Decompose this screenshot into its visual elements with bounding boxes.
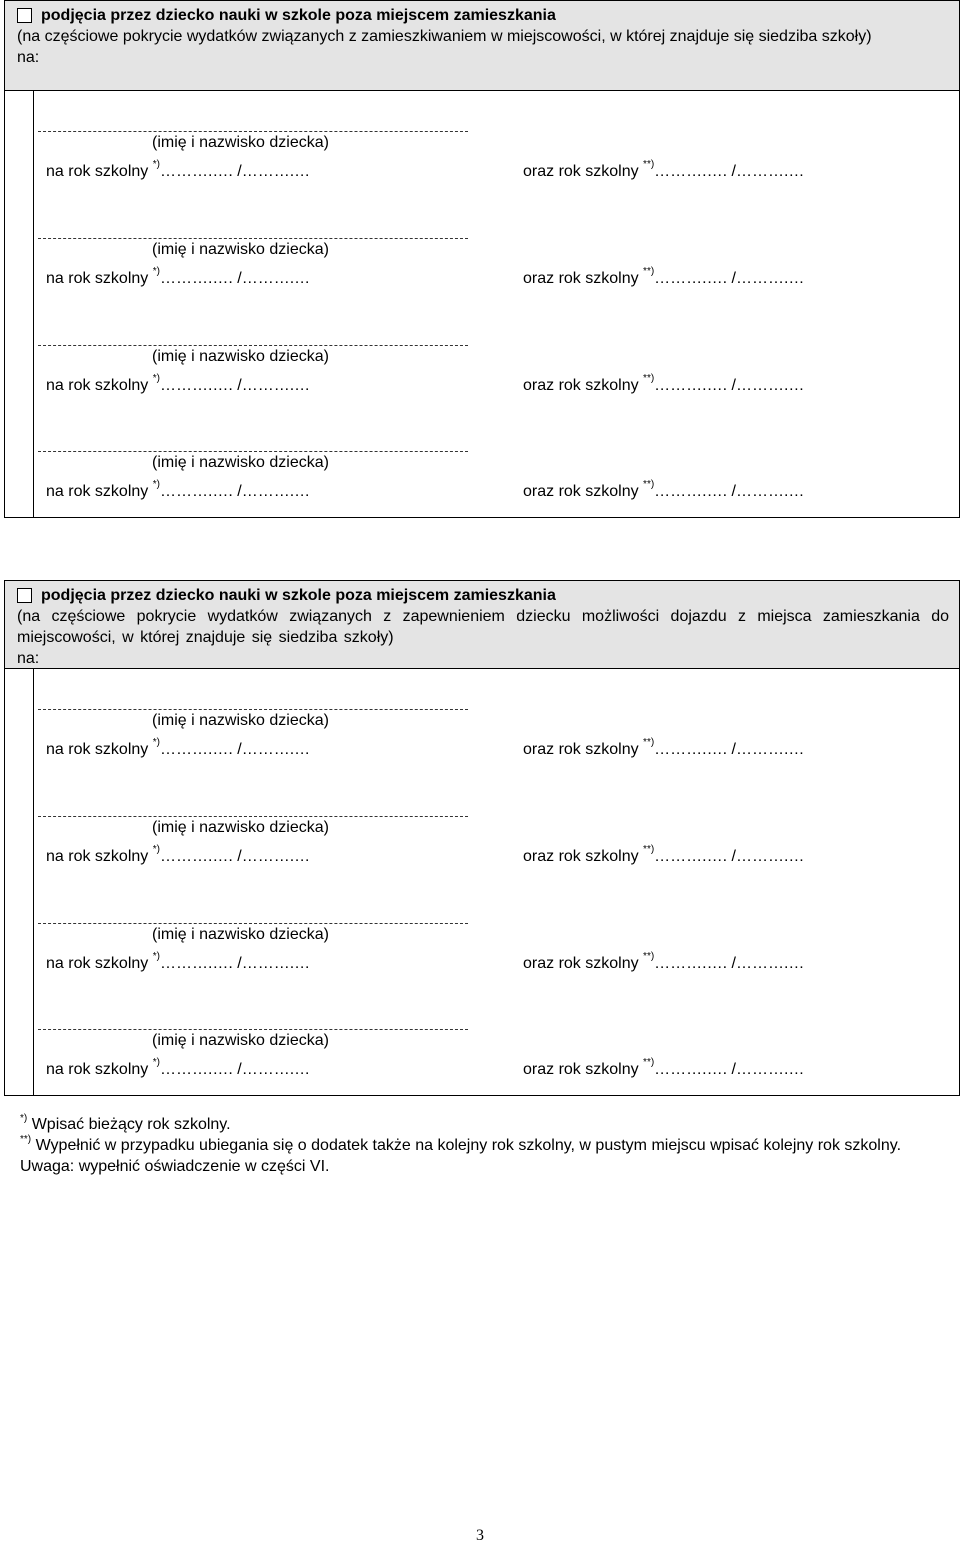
footnote-mark: **) <box>643 1057 655 1068</box>
section-title-row <box>17 5 949 26</box>
name-dashed-line <box>38 345 468 346</box>
name-dashed-line <box>38 923 468 924</box>
section-title: podjęcia przez dziecko nauki w szkole poza miejscem zamieszkania <box>41 587 556 604</box>
next-school-year-label: oraz rok szkolny <box>523 955 639 972</box>
children-entries <box>33 669 959 1095</box>
next-school-year-label: oraz rok szkolny <box>523 483 639 500</box>
school-year-label: na rok szkolny <box>46 1061 149 1078</box>
section-description: (na częściowe pokrycie wydatków związanych z zapewnieniem dziecku możliwości dojazdu z miejsca zamieszkania do miejscowości, w której znajduje się siedziba szkoły) <box>17 608 949 646</box>
child-name-field[interactable] <box>38 899 472 925</box>
school-year-group <box>46 479 311 501</box>
school-year-field[interactable]: ……….…. /……….… <box>159 848 311 865</box>
footnote-2 <box>20 1135 950 1177</box>
next-school-year-group <box>523 844 805 866</box>
footnote-mark: *) <box>20 1113 28 1124</box>
school-year-field[interactable]: ……….…. /……….… <box>159 163 311 180</box>
name-dashed-line <box>38 238 468 239</box>
next-school-year-group <box>523 159 805 181</box>
section-description: (na częściowe pokrycie wydatków związanych z zamieszkiwaniem w miejscowości, w której znajduje się siedziba szkoły) <box>17 28 872 45</box>
school-year-field[interactable]: ……….…. /……….… <box>159 377 311 394</box>
name-dashed-line <box>38 709 468 710</box>
name-caption: (imię i nazwisko dziecka) <box>152 712 329 729</box>
child-name-field[interactable] <box>38 321 472 347</box>
footnote-text: Wpisać bieżący rok szkolny. <box>31 1116 231 1133</box>
next-school-year-group <box>523 266 805 288</box>
footnote-mark: **) <box>20 1134 32 1145</box>
footnote-mark: **) <box>643 479 655 490</box>
next-school-year-field[interactable]: ……….…. /……….… <box>654 848 805 865</box>
footnote-mark: *) <box>152 266 160 277</box>
na-label: na: <box>17 650 40 667</box>
name-caption: (imię i nazwisko dziecka) <box>152 454 329 471</box>
checkbox[interactable] <box>17 8 32 23</box>
school-year-field[interactable]: ……….…. /……….… <box>159 955 311 972</box>
school-year-row <box>46 737 959 765</box>
section-header <box>5 1 959 91</box>
next-school-year-group <box>523 737 805 759</box>
footnote-mark: *) <box>152 737 160 748</box>
footnote-mark: *) <box>152 1057 160 1068</box>
child-name-field[interactable] <box>38 1005 472 1031</box>
name-caption: (imię i nazwisko dziecka) <box>152 241 329 258</box>
child-entry <box>34 669 959 775</box>
footnote-mark: **) <box>643 373 655 384</box>
school-year-row <box>46 479 959 507</box>
name-dashed-line <box>38 131 468 132</box>
footnote-mark: *) <box>152 479 160 490</box>
section-header <box>5 581 959 669</box>
child-name-field[interactable] <box>38 107 472 133</box>
next-school-year-label: oraz rok szkolny <box>523 270 639 287</box>
school-year-group <box>46 159 311 181</box>
next-school-year-group <box>523 951 805 973</box>
school-year-group <box>46 844 311 866</box>
school-year-row <box>46 373 959 401</box>
school-year-label: na rok szkolny <box>46 741 149 758</box>
next-school-year-field[interactable]: ……….…. /……….… <box>654 163 805 180</box>
section-title-row <box>17 585 949 606</box>
school-year-group <box>46 1057 311 1079</box>
school-year-label: na rok szkolny <box>46 377 149 394</box>
next-school-year-group <box>523 479 805 501</box>
name-caption: (imię i nazwisko dziecka) <box>152 819 329 836</box>
section-title: podjęcia przez dziecko nauki w szkole poza miejscem zamieszkania <box>41 7 556 24</box>
school-year-row <box>46 951 959 979</box>
child-entry <box>34 198 959 304</box>
footnote-mark: *) <box>152 951 160 962</box>
school-year-row <box>46 1057 959 1085</box>
next-school-year-label: oraz rok szkolny <box>523 1061 639 1078</box>
footnote-mark: **) <box>643 951 655 962</box>
child-entry <box>34 883 959 989</box>
next-school-year-group <box>523 1057 805 1079</box>
school-year-field[interactable]: ……….…. /……….… <box>159 741 311 758</box>
school-year-group <box>46 737 311 759</box>
child-entry <box>34 776 959 882</box>
child-entry <box>34 305 959 411</box>
school-year-label: na rok szkolny <box>46 848 149 865</box>
school-year-group <box>46 266 311 288</box>
school-year-row <box>46 159 959 187</box>
footnotes <box>20 1114 950 1177</box>
next-school-year-field[interactable]: ……….…. /……….… <box>654 483 805 500</box>
name-caption: (imię i nazwisko dziecka) <box>152 134 329 151</box>
name-dashed-line <box>38 816 468 817</box>
footnote-mark: **) <box>643 159 655 170</box>
school-year-field[interactable]: ……….…. /……….… <box>159 270 311 287</box>
child-entry <box>34 411 959 517</box>
next-school-year-field[interactable]: ……….…. /……….… <box>654 1061 805 1078</box>
name-caption: (imię i nazwisko dziecka) <box>152 926 329 943</box>
children-entries <box>33 91 959 517</box>
footnote-text: Wypełnić w przypadku ubiegania się o dodatek także na kolejny rok szkolny, w pustym miejscu wpisać kolejny rok szkolny. Uwaga: wypełnić oświadczenie w części VI. <box>20 1137 902 1175</box>
child-name-field[interactable] <box>38 214 472 240</box>
school-year-field[interactable]: ……….…. /……….… <box>159 1061 311 1078</box>
footnote-mark: *) <box>152 373 160 384</box>
name-caption: (imię i nazwisko dziecka) <box>152 348 329 365</box>
child-name-field[interactable] <box>38 427 472 453</box>
footnote-mark: **) <box>643 266 655 277</box>
footnote-mark: **) <box>643 844 655 855</box>
footnote-mark: *) <box>152 844 160 855</box>
school-year-row <box>46 266 959 294</box>
school-year-label: na rok szkolny <box>46 955 149 972</box>
child-entry <box>34 91 959 197</box>
school-year-field[interactable]: ……….…. /……….… <box>159 483 311 500</box>
footnote-1 <box>20 1114 950 1135</box>
page-number: 3 <box>476 1527 484 1544</box>
school-year-group <box>46 373 311 395</box>
name-caption: (imię i nazwisko dziecka) <box>152 1032 329 1049</box>
child-entry <box>34 989 959 1095</box>
next-school-year-label: oraz rok szkolny <box>523 848 639 865</box>
next-school-year-label: oraz rok szkolny <box>523 741 639 758</box>
school-year-label: na rok szkolny <box>46 483 149 500</box>
next-school-year-label: oraz rok szkolny <box>523 163 639 180</box>
checkbox[interactable] <box>17 588 32 603</box>
school-year-group <box>46 951 311 973</box>
school-year-row <box>46 844 959 872</box>
school-year-label: na rok szkolny <box>46 270 149 287</box>
next-school-year-label: oraz rok szkolny <box>523 377 639 394</box>
next-school-year-group <box>523 373 805 395</box>
section-commute <box>4 580 960 1096</box>
next-school-year-field[interactable]: ……….…. /……….… <box>654 377 805 394</box>
footnote-mark: **) <box>643 737 655 748</box>
footnote-mark: *) <box>152 159 160 170</box>
child-name-field[interactable] <box>38 792 472 818</box>
next-school-year-field[interactable]: ……….…. /……….… <box>654 741 805 758</box>
child-name-field[interactable] <box>38 685 472 711</box>
school-year-label: na rok szkolny <box>46 163 149 180</box>
name-dashed-line <box>38 451 468 452</box>
section-accommodation <box>4 0 960 518</box>
next-school-year-field[interactable]: ……….…. /……….… <box>654 955 805 972</box>
name-dashed-line <box>38 1029 468 1030</box>
na-label: na: <box>17 49 40 66</box>
next-school-year-field[interactable]: ……….…. /……….… <box>654 270 805 287</box>
